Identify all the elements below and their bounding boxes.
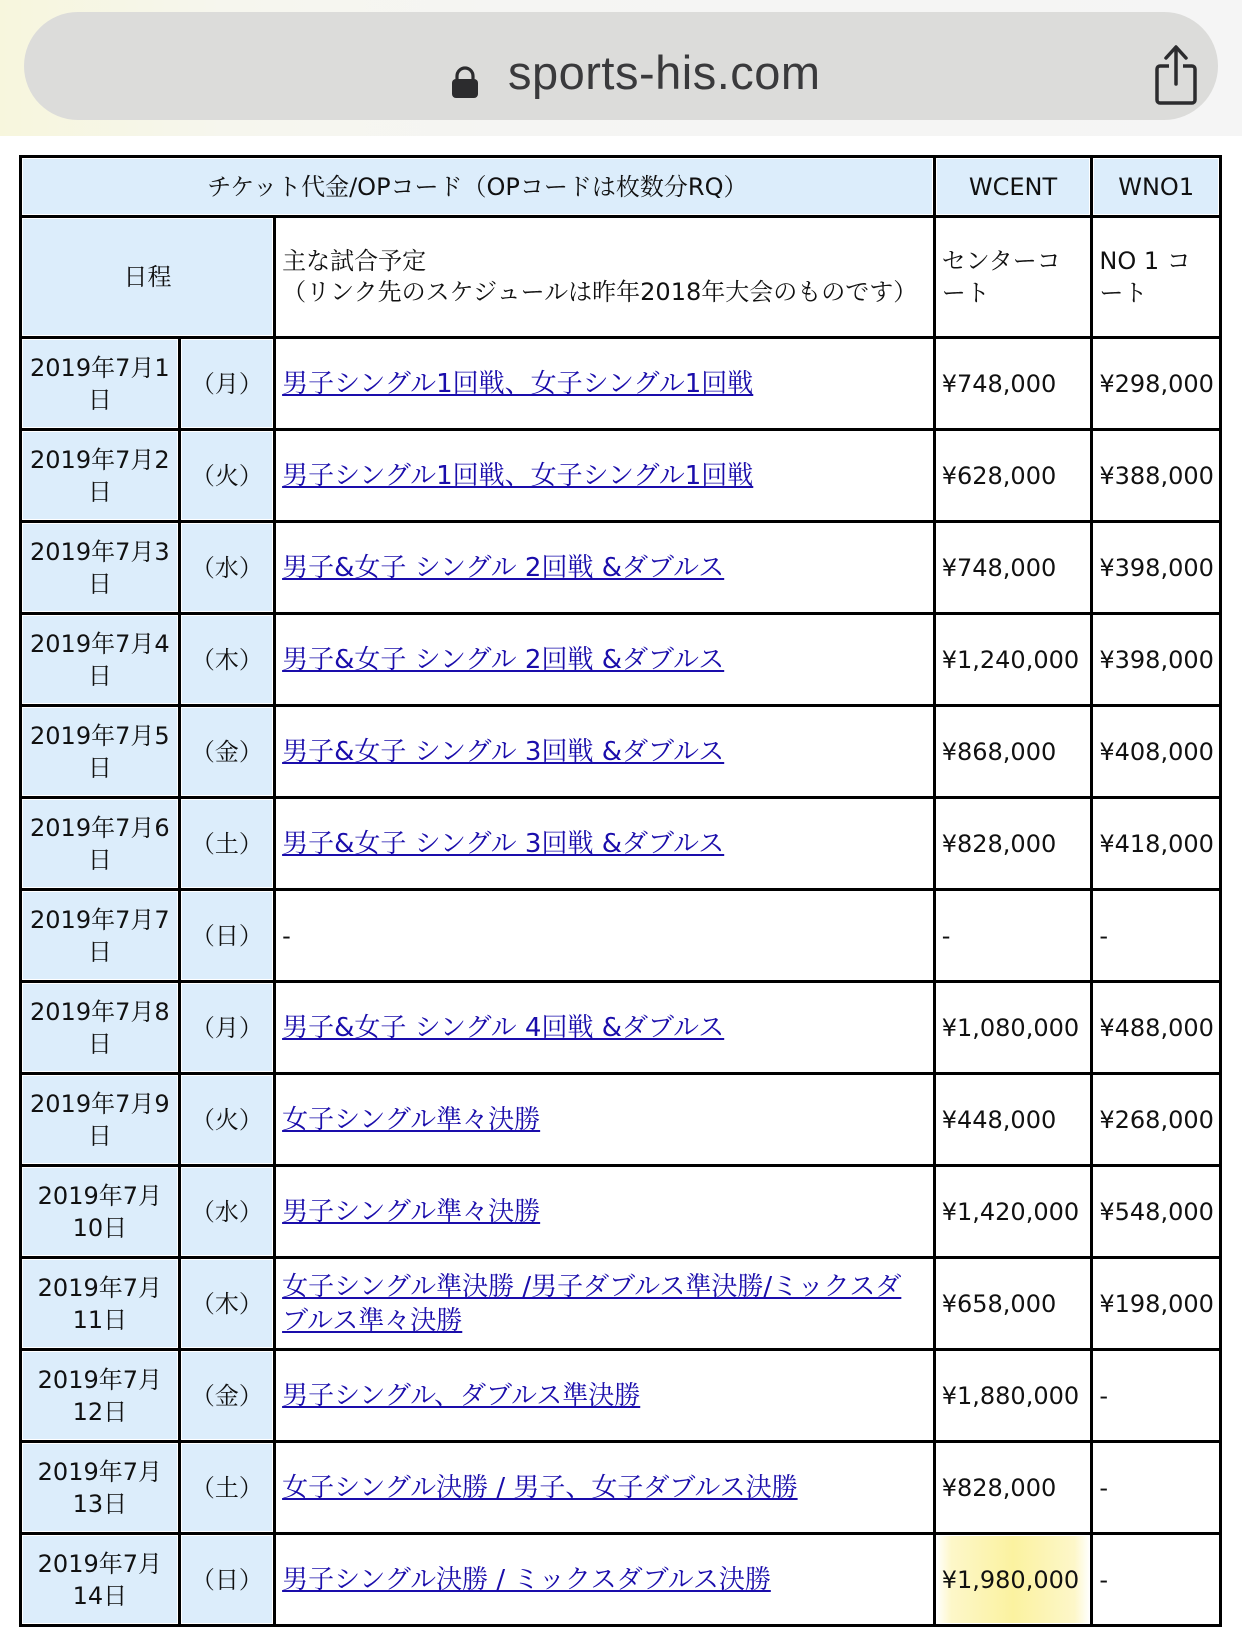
row-match: - (276, 891, 936, 983)
row-weekday: （金） (181, 1351, 276, 1443)
row-weekday: （火） (181, 1075, 276, 1167)
match-schedule-link[interactable]: 女子シングル準決勝 /男子ダブルス準決勝/ミックスダブルス準々決勝 (282, 1271, 902, 1336)
row-date: 2019年7月1日 (22, 339, 181, 431)
row-weekday: （日） (181, 891, 276, 983)
row-weekday: （木） (181, 1259, 276, 1351)
row-no1-price: ¥268,000 (1093, 1075, 1222, 1167)
share-icon[interactable] (1152, 42, 1200, 108)
row-center-price: ¥1,880,000 (936, 1351, 1094, 1443)
row-no1-price: - (1093, 891, 1222, 983)
table-row (22, 523, 1222, 615)
row-no1-price: ¥418,000 (1093, 799, 1222, 891)
row-date: 2019年7月10日 (22, 1167, 181, 1259)
match-schedule-link[interactable]: 男子シングル準々決勝 (282, 1196, 541, 1227)
row-center-price: ¥748,000 (936, 523, 1094, 615)
row-no1-price: ¥488,000 (1093, 983, 1222, 1075)
table-row (22, 1351, 1222, 1443)
row-date: 2019年7月12日 (22, 1351, 181, 1443)
match-schedule-link[interactable]: 男子シングル決勝 / ミックスダブルス決勝 (282, 1564, 771, 1595)
row-match[interactable] (276, 1351, 936, 1443)
row-weekday: （土） (181, 799, 276, 891)
row-no1-price: ¥388,000 (1093, 431, 1222, 523)
match-schedule-link[interactable]: 男子&女子 シングル 4回戦 &ダブルス (282, 1012, 725, 1043)
match-schedule-link[interactable]: 男子シングル、ダブルス準決勝 (282, 1380, 641, 1411)
table-row (22, 983, 1222, 1075)
row-match[interactable] (276, 1259, 936, 1351)
table-row (22, 1259, 1222, 1351)
row-match[interactable] (276, 339, 936, 431)
match-schedule-link[interactable]: 男子シングル1回戦、女子シングル1回戦 (282, 368, 754, 399)
row-date: 2019年7月6日 (22, 799, 181, 891)
match-schedule-link[interactable]: 男子&女子 シングル 2回戦 &ダブルス (282, 644, 725, 675)
row-date: 2019年7月5日 (22, 707, 181, 799)
row-match[interactable] (276, 983, 936, 1075)
ticket-schedule-table (19, 155, 1222, 1627)
row-no1-price: ¥398,000 (1093, 523, 1222, 615)
row-date: 2019年7月7日 (22, 891, 181, 983)
browser-top-bar (0, 0, 1242, 136)
row-weekday: （月） (181, 983, 276, 1075)
row-match[interactable] (276, 1443, 936, 1535)
row-date: 2019年7月11日 (22, 1259, 181, 1351)
lock-icon (450, 66, 480, 98)
row-date: 2019年7月13日 (22, 1443, 181, 1535)
row-match[interactable] (276, 1167, 936, 1259)
table-row (22, 1535, 1222, 1627)
row-weekday: （金） (181, 707, 276, 799)
row-weekday: （水） (181, 1167, 276, 1259)
row-no1-price: - (1093, 1443, 1222, 1535)
subheader-date: 日程 (22, 218, 276, 339)
table-subheader-row (22, 218, 1222, 339)
match-schedule-link[interactable]: 女子シングル準々決勝 (282, 1104, 541, 1135)
row-center-price: ¥448,000 (936, 1075, 1094, 1167)
row-no1-price: ¥198,000 (1093, 1259, 1222, 1351)
row-date: 2019年7月8日 (22, 983, 181, 1075)
row-weekday: （日） (181, 1535, 276, 1627)
row-weekday: （木） (181, 615, 276, 707)
row-center-price: ¥868,000 (936, 707, 1094, 799)
header-title: チケット代金/OPコード（OPコードは枚数分RQ） (22, 158, 936, 218)
row-weekday: （火） (181, 431, 276, 523)
row-no1-price: - (1093, 1535, 1222, 1627)
row-center-price: ¥658,000 (936, 1259, 1094, 1351)
subheader-match-text: 主な試合予定 （リンク先のスケジュールは昨年2018年大会のものです） (282, 247, 918, 306)
table-row (22, 707, 1222, 799)
row-match[interactable] (276, 1535, 936, 1627)
table-row (22, 799, 1222, 891)
row-center-price: ¥1,420,000 (936, 1167, 1094, 1259)
url-text: sports-his.com (508, 46, 821, 99)
row-center-price: ¥1,080,000 (936, 983, 1094, 1075)
row-match[interactable] (276, 1075, 936, 1167)
row-center-price: ¥828,000 (936, 799, 1094, 891)
match-schedule-link[interactable]: 女子シングル決勝 / 男子、女子ダブルス決勝 (282, 1472, 798, 1503)
row-center-price: ¥1,240,000 (936, 615, 1094, 707)
row-no1-price: ¥398,000 (1093, 615, 1222, 707)
row-match[interactable] (276, 799, 936, 891)
match-schedule-link[interactable]: 男子シングル1回戦、女子シングル1回戦 (282, 460, 754, 491)
row-no1-price: ¥298,000 (1093, 339, 1222, 431)
table-row (22, 1443, 1222, 1535)
row-center-price: ¥828,000 (936, 1443, 1094, 1535)
row-match[interactable] (276, 431, 936, 523)
row-weekday: （土） (181, 1443, 276, 1535)
header-wno1: WNO1 (1093, 158, 1222, 218)
row-no1-price: ¥548,000 (1093, 1167, 1222, 1259)
row-weekday: （月） (181, 339, 276, 431)
table-header-row (22, 158, 1222, 218)
table-row (22, 891, 1222, 983)
subheader-no1: NO 1 コート (1093, 218, 1222, 339)
subheader-center: センターコート (936, 218, 1094, 339)
table-row (22, 431, 1222, 523)
header-wcent: WCENT (936, 158, 1094, 218)
table-row (22, 1167, 1222, 1259)
row-date: 2019年7月4日 (22, 615, 181, 707)
subheader-match (276, 218, 936, 339)
row-center-price-highlighted: ¥1,980,000 (936, 1535, 1094, 1627)
row-center-price: - (936, 891, 1094, 983)
row-no1-price: - (1093, 1351, 1222, 1443)
address-bar[interactable] (24, 12, 1218, 120)
row-no1-price: ¥408,000 (1093, 707, 1222, 799)
row-match[interactable] (276, 615, 936, 707)
row-center-price: ¥748,000 (936, 339, 1094, 431)
table-row (22, 1075, 1222, 1167)
match-schedule-link[interactable]: 男子&女子 シングル 2回戦 &ダブルス (282, 552, 725, 583)
row-date: 2019年7月9日 (22, 1075, 181, 1167)
row-date: 2019年7月2日 (22, 431, 181, 523)
match-schedule-link[interactable]: 男子&女子 シングル 3回戦 &ダブルス (282, 736, 725, 767)
match-schedule-link[interactable]: 男子&女子 シングル 3回戦 &ダブルス (282, 828, 725, 859)
row-weekday: （水） (181, 523, 276, 615)
table-row (22, 339, 1222, 431)
row-match[interactable] (276, 523, 936, 615)
row-match[interactable] (276, 707, 936, 799)
row-center-price: ¥628,000 (936, 431, 1094, 523)
row-date: 2019年7月14日 (22, 1535, 181, 1627)
table-row (22, 615, 1222, 707)
row-date: 2019年7月3日 (22, 523, 181, 615)
